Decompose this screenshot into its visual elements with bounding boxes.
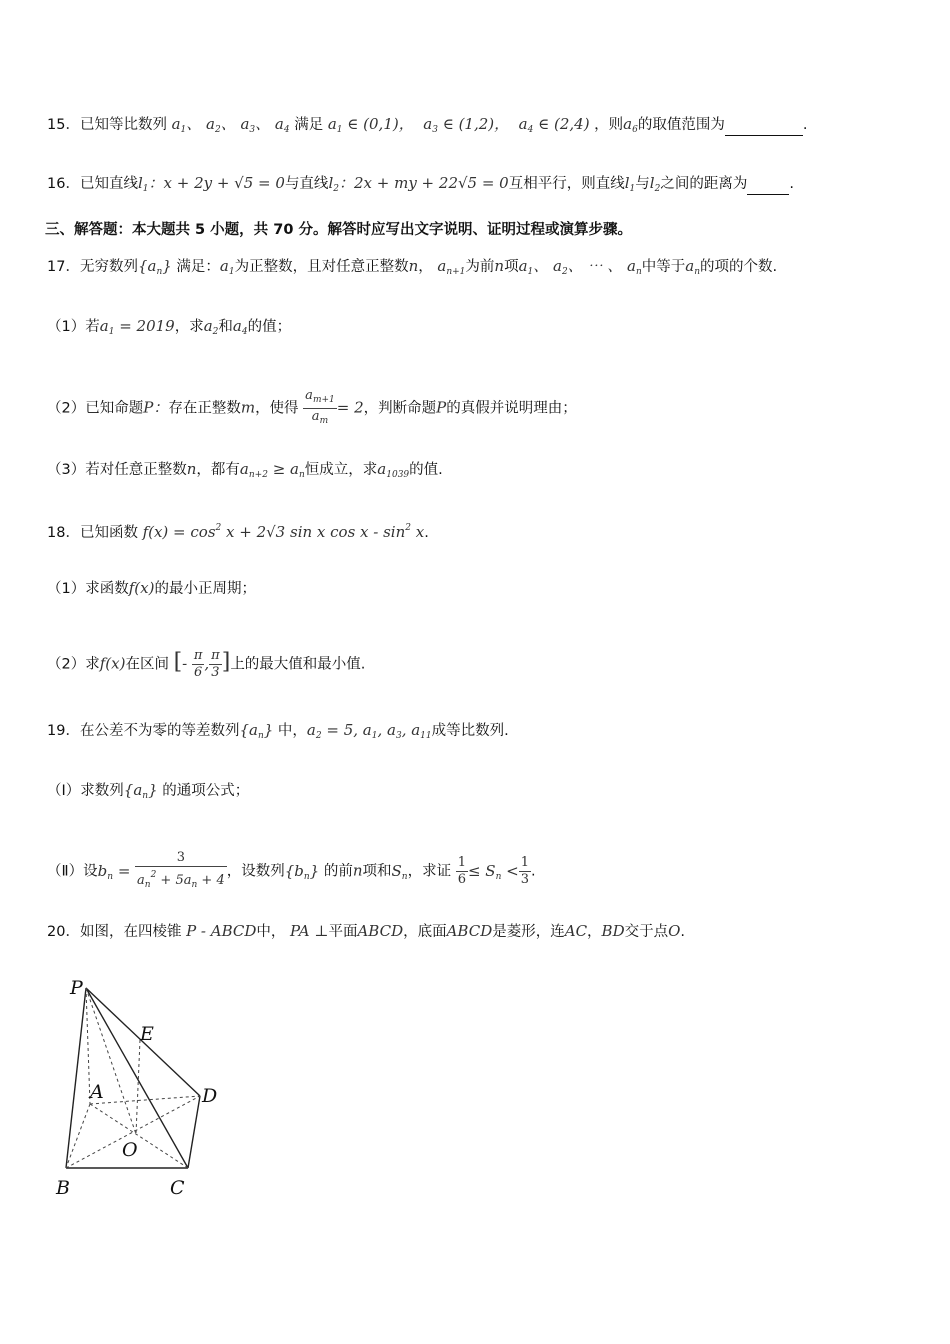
q17-text-4: 为前: [465, 259, 495, 275]
q17-text-2: 满足：: [176, 259, 220, 275]
q18-part-2: [47, 648, 365, 681]
section-3-heading: 三、解答题：本大题共 5 小题，共 70 分。解答时应写出文字说明、证明过程或演算步骤。: [45, 222, 632, 238]
q16-text-1: 已知直线: [79, 176, 138, 192]
q19-math-cond: $a_2 = 5$, $a_1$, $a_3$, $a_{11}$: [306, 721, 432, 741]
q16-answer-blank[interactable]: [747, 174, 789, 195]
q15-math-terms: $a_1$、 $a_2$、 $a_3$、 $a_4$: [171, 115, 290, 135]
q17-math-n: n: [408, 257, 419, 275]
q17-math-n2: n: [494, 257, 505, 275]
question-16: [47, 173, 794, 199]
q17-math-an: $a_n$: [685, 257, 701, 277]
q18-p1-label: （1）求函数: [47, 581, 129, 597]
q17-p2-fraction: $\frac{a_{m+1}}{a_m}$: [305, 388, 335, 426]
label-P: P: [70, 977, 83, 999]
q19-p2-end: .: [531, 863, 536, 880]
q19-p2-text-4: ，求证: [407, 863, 452, 880]
label-A: A: [90, 1081, 104, 1103]
q15-end: .: [802, 117, 808, 133]
q17-p2-text-1: 存在正整数: [168, 400, 241, 417]
q20-text-7: 交于点: [624, 924, 669, 940]
q17-part-3: [47, 459, 443, 485]
q19-p2-ineq: ≤ $S_n$ <: [467, 861, 519, 882]
q20-text-4: ，底面: [403, 924, 447, 940]
q19-text-1: 在公差不为零的等差数列: [79, 723, 240, 739]
q17-p1-a2: $a_2$: [203, 317, 219, 337]
q15-text-4: 的取值范围为: [637, 117, 725, 133]
q17-p3-a1039: $a_{1039}$: [377, 460, 410, 480]
q17-p3-text-3: 的值.: [409, 462, 443, 478]
q19-p2-frac-1-3: $\frac{1}{3}$: [520, 855, 530, 887]
q15-math-a6: $a_6$: [623, 115, 638, 135]
q16-text-2: 与直线: [284, 176, 329, 192]
q18-number: 18．: [47, 525, 80, 541]
q18-p2-minus: -: [182, 654, 188, 673]
q20-text-2: 中，: [256, 924, 286, 940]
q18-text-1: 已知函数: [79, 525, 138, 541]
pyramid-figure: [52, 972, 232, 1204]
q19-text-3: 成等比数列.: [431, 723, 509, 739]
q19-p2-n: n: [352, 861, 363, 880]
q17-text-3: 为正整数，且对任意正整数: [234, 259, 409, 275]
q17-part-2: [47, 388, 577, 429]
q17-text-7: 的项的个数.: [700, 259, 778, 275]
q17-math-terms: $a_1$、 $a_2$、 ⋯ 、 $a_n$: [518, 257, 642, 277]
edge-PB: [66, 988, 86, 1168]
q17-text-1: 无穷数列: [79, 259, 138, 275]
q18-p2-text-1: 在区间: [125, 656, 169, 673]
q19-p2-text-1: ，设数列: [226, 863, 285, 880]
q17-p2-text-4: 的真假并说明理由；: [446, 400, 577, 417]
question-18: [47, 518, 429, 543]
q19-text-2: 中，: [277, 723, 307, 739]
q18-part-1: [47, 578, 256, 599]
q17-math-a1: $a_1$: [219, 257, 235, 277]
q20-math-o: O: [668, 922, 681, 940]
q17-p1-text-2: 和: [218, 319, 233, 335]
diag-AC: [90, 1104, 188, 1168]
q17-p1-a4: $a_4$: [232, 317, 248, 337]
label-O: O: [122, 1139, 138, 1161]
q18-p2-frac-2: $\frac{\pi}{3}$: [211, 648, 220, 680]
q15-text-2: 满足: [294, 117, 324, 133]
q19-p2-text-2: 的前: [323, 863, 353, 880]
q20-math-abcd-2: ABCD: [446, 922, 493, 940]
q18-p2-text-2: 上的最大值和最小值.: [230, 656, 366, 673]
q15-answer-blank[interactable]: [725, 115, 803, 136]
q16-math-l1: $l_1$：x + 2y + √5 = 0: [137, 174, 285, 194]
q20-math-abcd-1: ABCD: [357, 922, 404, 940]
q17-p1-text-3: 的值；: [247, 319, 292, 335]
q15-math-conds: $a_1$ ∈ (0,1)， $a_3$ ∈ (1,2)， $a_4$ ∈ (2,4): [327, 115, 590, 135]
q18-p2-frac-1: $\frac{\pi}{6}$: [193, 648, 203, 680]
q19-p2-Sn: $S_n$: [391, 861, 408, 882]
q16-math-l1b: $l_1$: [624, 174, 636, 194]
q17-part-1: [47, 316, 291, 342]
q15-text-3: ，则: [594, 117, 624, 133]
q16-text-3: 互相平行，则直线: [508, 176, 625, 192]
q17-p3-text-2: 恒成立，求: [304, 462, 378, 478]
q19-math-seq: $\{a_n\}$: [239, 721, 274, 741]
q20-text-6: ，: [587, 924, 602, 940]
q15-text-1: 已知等比数列: [79, 117, 167, 133]
q17-p2-text-2: ，使得: [255, 400, 299, 417]
q19-p2-frac-1-6: $\frac{1}{6}$: [457, 855, 466, 887]
label-D: D: [202, 1085, 218, 1107]
q17-p2-label: （2）已知命题: [47, 400, 144, 417]
q17-p1-text-1: ，求: [174, 319, 204, 335]
q18-p2-label: （2）求: [47, 656, 100, 673]
q18-p2-fx: f(x): [99, 654, 126, 673]
segment-PO: [86, 988, 136, 1134]
q17-number: 17．: [47, 259, 80, 275]
q18-math-function: $f(x) = \cos^2 x + 2√3$ sin x cos x - $\sin^2 x$: [142, 523, 425, 541]
q19-p2-label: （Ⅱ）设: [47, 863, 98, 880]
label-C: C: [170, 1177, 185, 1199]
q20-math-ac: AC: [564, 922, 588, 940]
q15-number: 15．: [47, 117, 80, 133]
q20-text-3: 平面: [328, 924, 358, 940]
q19-p2-fraction: $\frac{3}{a_n^2 + 5a_n + 4}$: [137, 850, 225, 890]
q17-math-seq: $\{a_n\}$: [137, 257, 172, 277]
q19-p1-label: （Ⅰ）求数列: [47, 783, 124, 799]
q17-p3-n: n: [186, 460, 197, 478]
q19-p2-bn: $b_n$ =: [97, 861, 131, 882]
label-E: E: [140, 1023, 154, 1045]
edge-AD: [90, 1096, 200, 1104]
segment-EO: [136, 1040, 140, 1134]
q17-text-5: 项: [504, 259, 519, 275]
q19-number: 19．: [47, 723, 80, 739]
q16-number: 16．: [47, 176, 80, 192]
q20-text-1: 如图，在四棱锥: [79, 924, 182, 940]
q16-math-l2: $l_2$：2x + my + 22√5 = 0: [328, 174, 509, 194]
label-B: B: [56, 1177, 70, 1199]
question-20: [47, 921, 685, 942]
q17-p2-m: m: [240, 398, 256, 417]
q19-p1-seq: $\{a_n\}$: [123, 781, 158, 801]
q17-text-6: 中等于: [641, 259, 686, 275]
q16-text-4: 与: [635, 176, 650, 192]
q16-end: .: [789, 176, 794, 192]
q20-text-5: 是菱形，连: [492, 924, 565, 940]
q17-p1-math: $a_1 = 2019$: [99, 317, 175, 337]
q19-p1-text-1: 的通项公式；: [162, 783, 250, 799]
q16-text-5: 之间的距离为: [660, 176, 748, 192]
q17-p2-text-3: ，判断命题: [363, 400, 437, 417]
q20-math-pyramid: P - ABCD: [186, 922, 257, 940]
question-19: [47, 720, 509, 746]
q17-p3-ineq: $a_{n+2} \ge a_n$: [239, 460, 305, 480]
edge-CD: [188, 1096, 200, 1168]
question-15: [47, 114, 807, 140]
q20-math-pa: PA ⊥: [290, 922, 329, 940]
q20-math-bd: BD: [601, 922, 625, 940]
q17-p1-label: （1）若: [47, 319, 100, 335]
q17-math-an1: $a_{n+1}$: [437, 257, 466, 277]
q17-p3-text-1: ，都有: [196, 462, 240, 478]
q18-p2-interval: [: [173, 649, 183, 675]
q18-end: .: [424, 525, 429, 541]
q17-p2-P: P：: [143, 398, 169, 417]
q19-part-1: [47, 780, 249, 806]
q18-p2-interval-close: ]: [221, 649, 231, 675]
q18-p1-text-1: 的最小正周期；: [154, 581, 256, 597]
q20-number: 20．: [47, 924, 80, 940]
question-17: 17．无穷数列$\{a_n\}$ 满足：$a_1$为正整数，且对任意正整数n， $a_{n+1}$为前n项$a_1$、 $a_2$、 ⋯ 、 $a_n$中等于$a_n$的项的个数.: [47, 257, 778, 277]
q19-part-2: [47, 850, 536, 893]
q20-end: .: [680, 924, 686, 940]
q18-p1-fx: f(x): [128, 579, 155, 597]
q17-p2-eq: = 2: [336, 398, 364, 417]
q16-math-l2b: $l_2$: [649, 174, 661, 194]
q19-p2-text-3: 项和: [362, 863, 392, 880]
q19-p2-bseq: $\{b_n\}$: [284, 861, 320, 882]
q17-p3-label: （3）若对任意正整数: [47, 462, 187, 478]
q18-p2-comma: ,: [204, 654, 210, 673]
q17-p2-P2: P: [436, 398, 447, 417]
